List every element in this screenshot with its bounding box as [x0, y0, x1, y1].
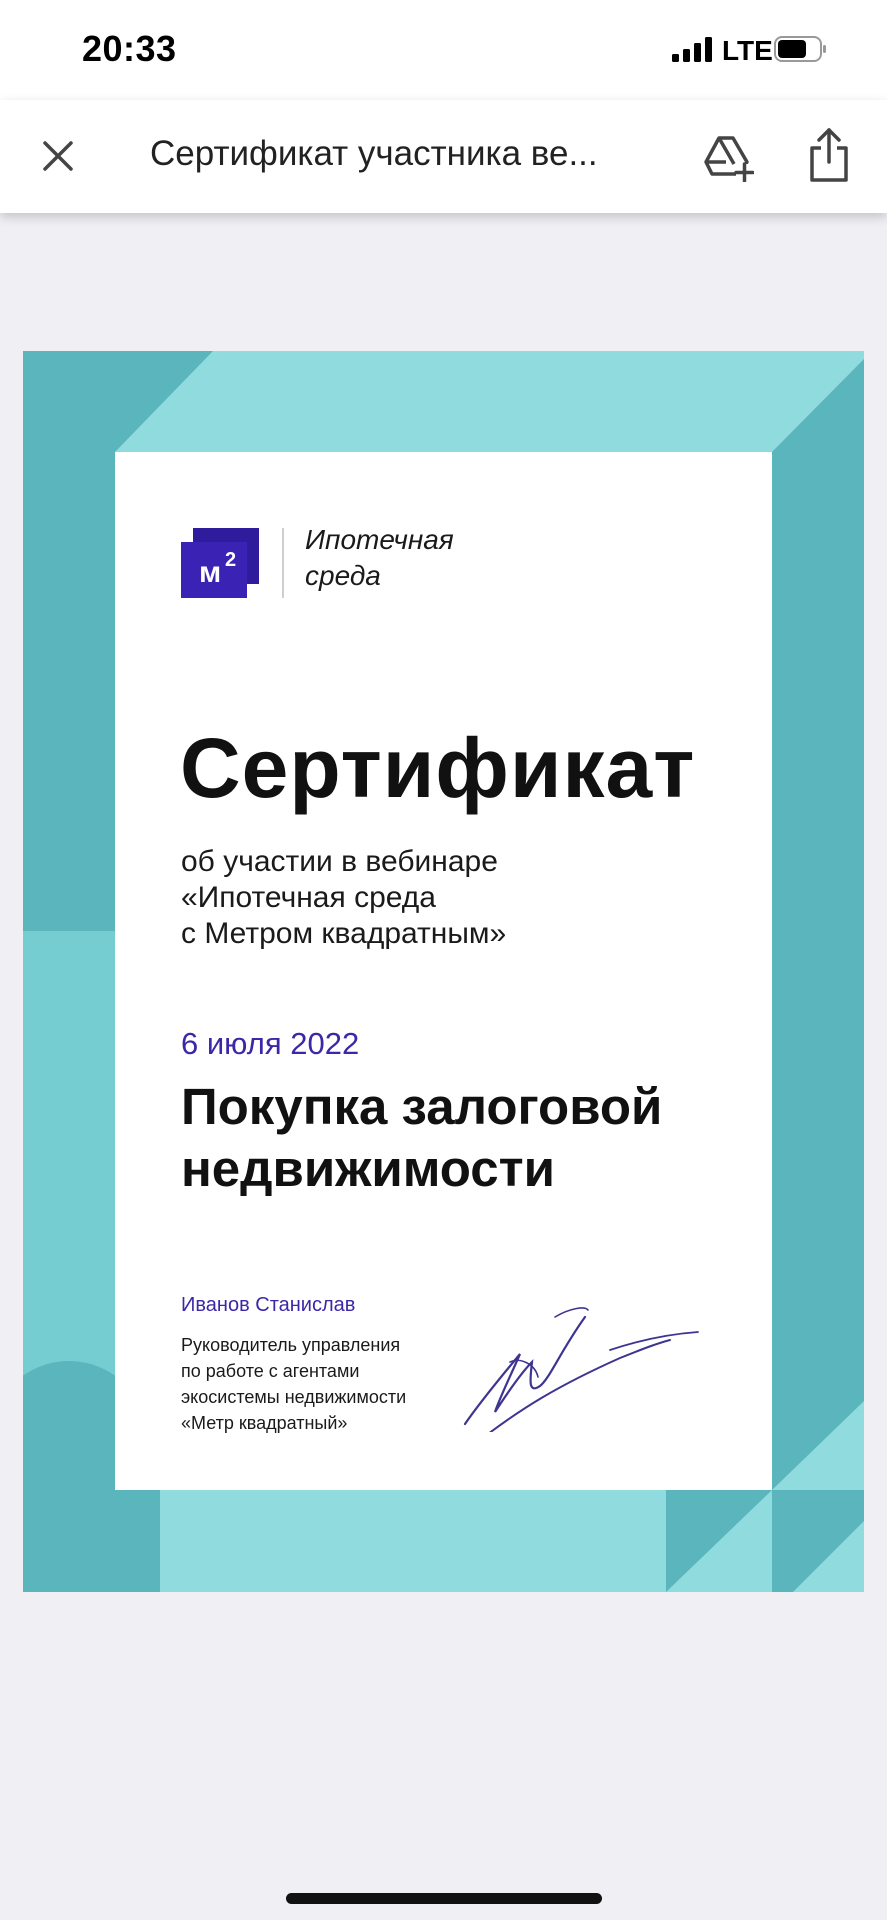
add-to-drive-icon[interactable] — [702, 130, 754, 182]
signer-role: Руководитель управления по работе с агентами экосистемы недвижимости «Метр квадратный» — [181, 1335, 407, 1433]
home-indicator[interactable] — [286, 1893, 602, 1904]
status-bar — [0, 0, 887, 100]
svg-text:м: м — [199, 556, 222, 589]
close-button[interactable] — [36, 134, 80, 178]
certificate-paper — [115, 452, 772, 1490]
signer-name: Иванов Станислав — [181, 1294, 356, 1316]
network-type: LTE — [722, 35, 773, 66]
m2-logo-icon — [181, 528, 259, 598]
webinar-date: 6 июля 2022 — [181, 1026, 360, 1061]
battery-icon — [774, 36, 828, 62]
logo-wordmark: Ипотечная среда — [305, 524, 454, 591]
signal-icon — [672, 36, 716, 62]
share-icon[interactable] — [806, 126, 852, 184]
status-time: 20:33 — [82, 28, 177, 69]
certificate-subtitle: об участии в вебинаре «Ипотечная среда с Метром квадратным» — [181, 845, 507, 950]
document-title: Сертификат участника ве... — [150, 134, 598, 173]
webinar-topic: Покупка залоговой недвижимости — [181, 1078, 663, 1197]
certificate-document — [23, 351, 864, 1592]
certificate-heading: Сертификат — [180, 721, 696, 815]
logo-divider — [282, 528, 284, 598]
viewer-toolbar — [0, 100, 887, 213]
handwritten-signature — [460, 1302, 700, 1432]
svg-text:2: 2 — [225, 549, 237, 571]
close-icon — [42, 140, 74, 172]
